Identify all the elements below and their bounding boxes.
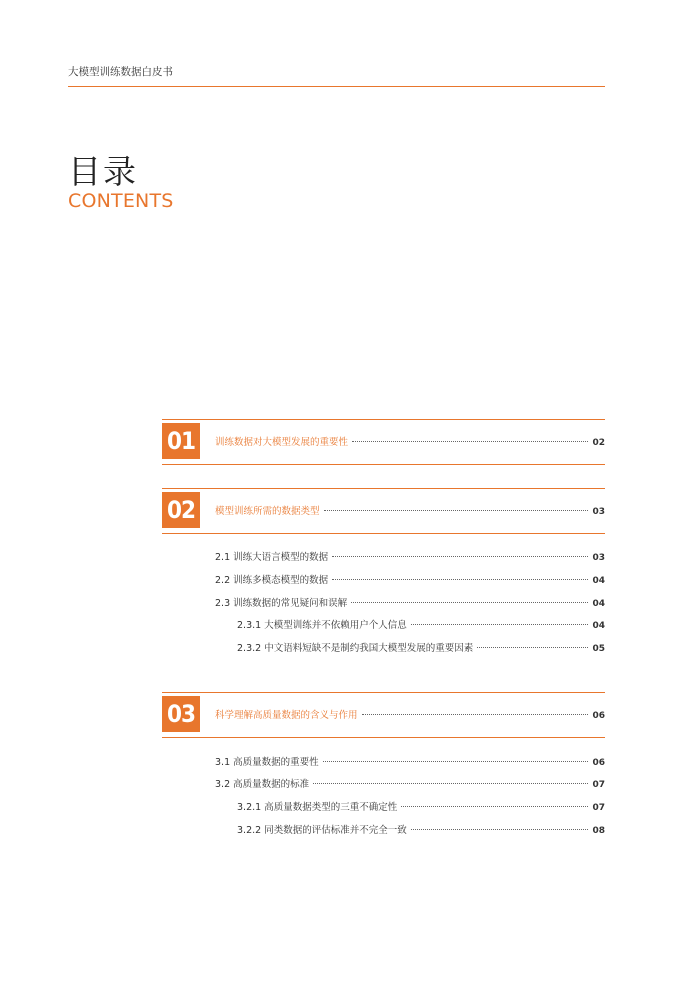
toc-section-01[interactable] — [162, 419, 605, 465]
section-title: 模型训练所需的数据类型 — [215, 506, 320, 517]
page-number: 08 — [592, 826, 605, 836]
dot-leader — [324, 510, 589, 511]
toc-entry-3-2-2[interactable] — [237, 822, 605, 836]
toc-entry-label: 2.3.2 中文语料短缺不是制约我国大模型发展的重要因素 — [237, 643, 474, 654]
toc-entry-label: 2.2 训练多模态模型的数据 — [215, 575, 329, 586]
dot-leader — [477, 647, 588, 648]
section-number-badge: 02 — [162, 492, 200, 528]
dot-leader — [362, 714, 589, 715]
toc-entry-3-1[interactable] — [215, 754, 605, 768]
page-number: 06 — [592, 758, 605, 768]
page-subtitle: CONTENTS — [68, 190, 174, 212]
dot-leader — [411, 829, 589, 830]
toc-section-03[interactable] — [162, 692, 605, 738]
toc-entry-3-2-1[interactable] — [237, 799, 605, 813]
toc-entry-3-2[interactable] — [215, 776, 605, 790]
toc-section-row[interactable] — [215, 503, 605, 517]
dot-leader — [313, 783, 588, 784]
toc-entry-2-2[interactable] — [215, 572, 605, 586]
dot-leader — [411, 624, 589, 625]
page-number: 05 — [592, 644, 605, 654]
toc-entry-label: 3.1 高质量数据的重要性 — [215, 757, 319, 768]
page-number: 02 — [592, 438, 605, 448]
page-number: 04 — [592, 576, 605, 586]
dot-leader — [351, 602, 588, 603]
dot-leader — [332, 579, 588, 580]
dot-leader — [323, 761, 589, 762]
toc-entry-label: 2.1 训练大语言模型的数据 — [215, 552, 329, 563]
toc-entry-label: 2.3.1 大模型训练并不依赖用户个人信息 — [237, 620, 407, 631]
dot-leader — [352, 441, 588, 442]
page-number: 03 — [592, 507, 605, 517]
page-number: 07 — [592, 803, 605, 813]
document-header-title: 大模型训练数据白皮书 — [68, 66, 173, 78]
toc-entry-label: 3.2 高质量数据的标准 — [215, 779, 310, 790]
section-title: 科学理解高质量数据的含义与作用 — [215, 710, 358, 721]
page-number: 04 — [592, 621, 605, 631]
section-number-badge: 03 — [162, 696, 200, 732]
page-number: 04 — [592, 599, 605, 609]
toc-entry-2-3-2[interactable] — [237, 640, 605, 654]
section-number-badge: 01 — [162, 423, 200, 459]
page-number: 03 — [592, 553, 605, 563]
toc-entry-label: 3.2.2 同类数据的评估标准并不完全一致 — [237, 825, 407, 836]
dot-leader — [401, 806, 588, 807]
section-title: 训练数据对大模型发展的重要性 — [215, 437, 349, 448]
toc-section-row[interactable] — [215, 434, 605, 448]
toc-entry-label: 3.2.1 高质量数据类型的三重不确定性 — [237, 802, 398, 813]
page-number: 06 — [592, 711, 605, 721]
page-title: 目录 — [68, 152, 138, 191]
dot-leader — [332, 556, 588, 557]
toc-entry-2-3[interactable] — [215, 595, 605, 609]
toc-entry-label: 2.3 训练数据的常见疑问和误解 — [215, 598, 348, 609]
header-divider — [68, 86, 605, 87]
toc-section-02[interactable] — [162, 488, 605, 534]
toc-entry-2-1[interactable] — [215, 549, 605, 563]
toc-entry-2-3-1[interactable] — [237, 617, 605, 631]
toc-section-row[interactable] — [215, 707, 605, 721]
page-number: 07 — [592, 780, 605, 790]
